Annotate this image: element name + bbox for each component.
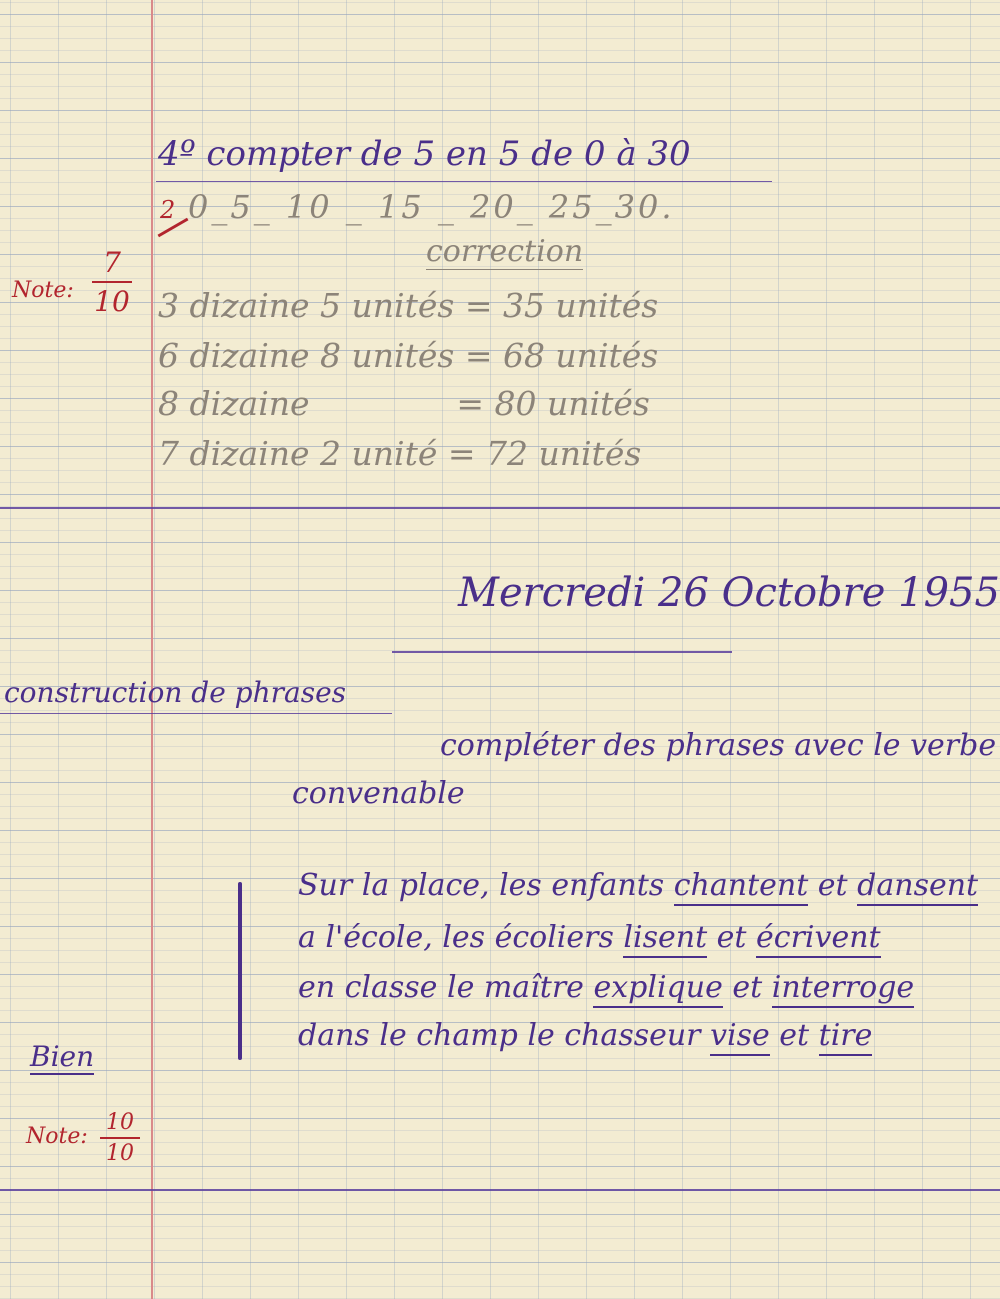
sentence-1-verb-1: chantent [674, 868, 809, 906]
correction-line-4: 7 dizaine 2 unité = 72 unités [158, 434, 642, 473]
exercise5-note-label: Note: [26, 1124, 88, 1149]
exercise4-note-num: 7 [103, 246, 121, 279]
exercise4-note-label: Note: [12, 278, 74, 303]
sentence-4-and: et [769, 1018, 819, 1053]
fraction-bar [100, 1137, 140, 1139]
correction-line-3: 8 dizaine = 80 unités [158, 384, 650, 423]
exercise5-note-num: 10 [106, 1110, 134, 1135]
date-underline [392, 651, 732, 653]
sentence-1-text: Sur la place, les enfants [298, 868, 674, 903]
sentence-4 [298, 1018, 872, 1053]
sentence-3-verb-2: interroge [772, 970, 914, 1008]
exercise5-heading-underline [0, 713, 392, 714]
remark-bien: Bien [30, 1040, 95, 1073]
exercise5-heading: construction de phrases [4, 676, 347, 709]
sentence-1 [298, 868, 978, 903]
sentence-4-text: dans le champ le chasseur [298, 1018, 711, 1053]
section-divider-2 [0, 1189, 1000, 1191]
sentence-3-and: et [722, 970, 772, 1005]
exercise4-answer: 0_5_ 10 _ 15 _ 20_ 25_30. [188, 188, 675, 226]
exercise4-note-den: 10 [94, 285, 130, 318]
instruction-line-2: convenable [292, 776, 465, 811]
sentence-2-verb-2: écrivent [756, 920, 881, 958]
exercise4-title-rule [156, 181, 772, 182]
exercise5-note-den: 10 [106, 1141, 134, 1166]
sentence-3 [298, 970, 914, 1005]
exercise4-title: 4º compter de 5 en 5 de 0 à 30 [158, 134, 691, 174]
sentence-4-verb-2: tire [819, 1018, 873, 1056]
exercise5-note-fraction [100, 1110, 140, 1166]
sentence-1-and: et [808, 868, 858, 903]
exercise4-answer-mark: 2 [160, 196, 176, 224]
sentence-2-verb-1: lisent [623, 920, 707, 958]
section-divider-1 [0, 507, 1000, 509]
margin-line [151, 0, 153, 1299]
sentence-3-verb-1: explique [593, 970, 722, 1008]
instruction-line-1: compléter des phrases avec le verbe [440, 728, 997, 763]
fraction-bar [92, 281, 132, 283]
correction-title: correction [426, 234, 584, 269]
sentence-2 [298, 920, 881, 955]
date-heading: Mercredi 26 Octobre 1955 [458, 570, 1000, 616]
sentence-4-verb-1: vise [710, 1018, 770, 1056]
sentence-1-verb-2: dansent [857, 868, 978, 906]
sentence-3-text: en classe le maître [298, 970, 594, 1005]
correction-line-2: 6 dizaine 8 unités = 68 unités [158, 336, 659, 375]
correction-line-1: 3 dizaine 5 unités = 35 unités [158, 286, 659, 325]
sentence-2-text: a l'école, les écoliers [298, 920, 624, 955]
sentence-2-and: et [707, 920, 757, 955]
sentences-bracket [238, 882, 242, 1060]
exercise4-note-fraction [92, 246, 132, 318]
